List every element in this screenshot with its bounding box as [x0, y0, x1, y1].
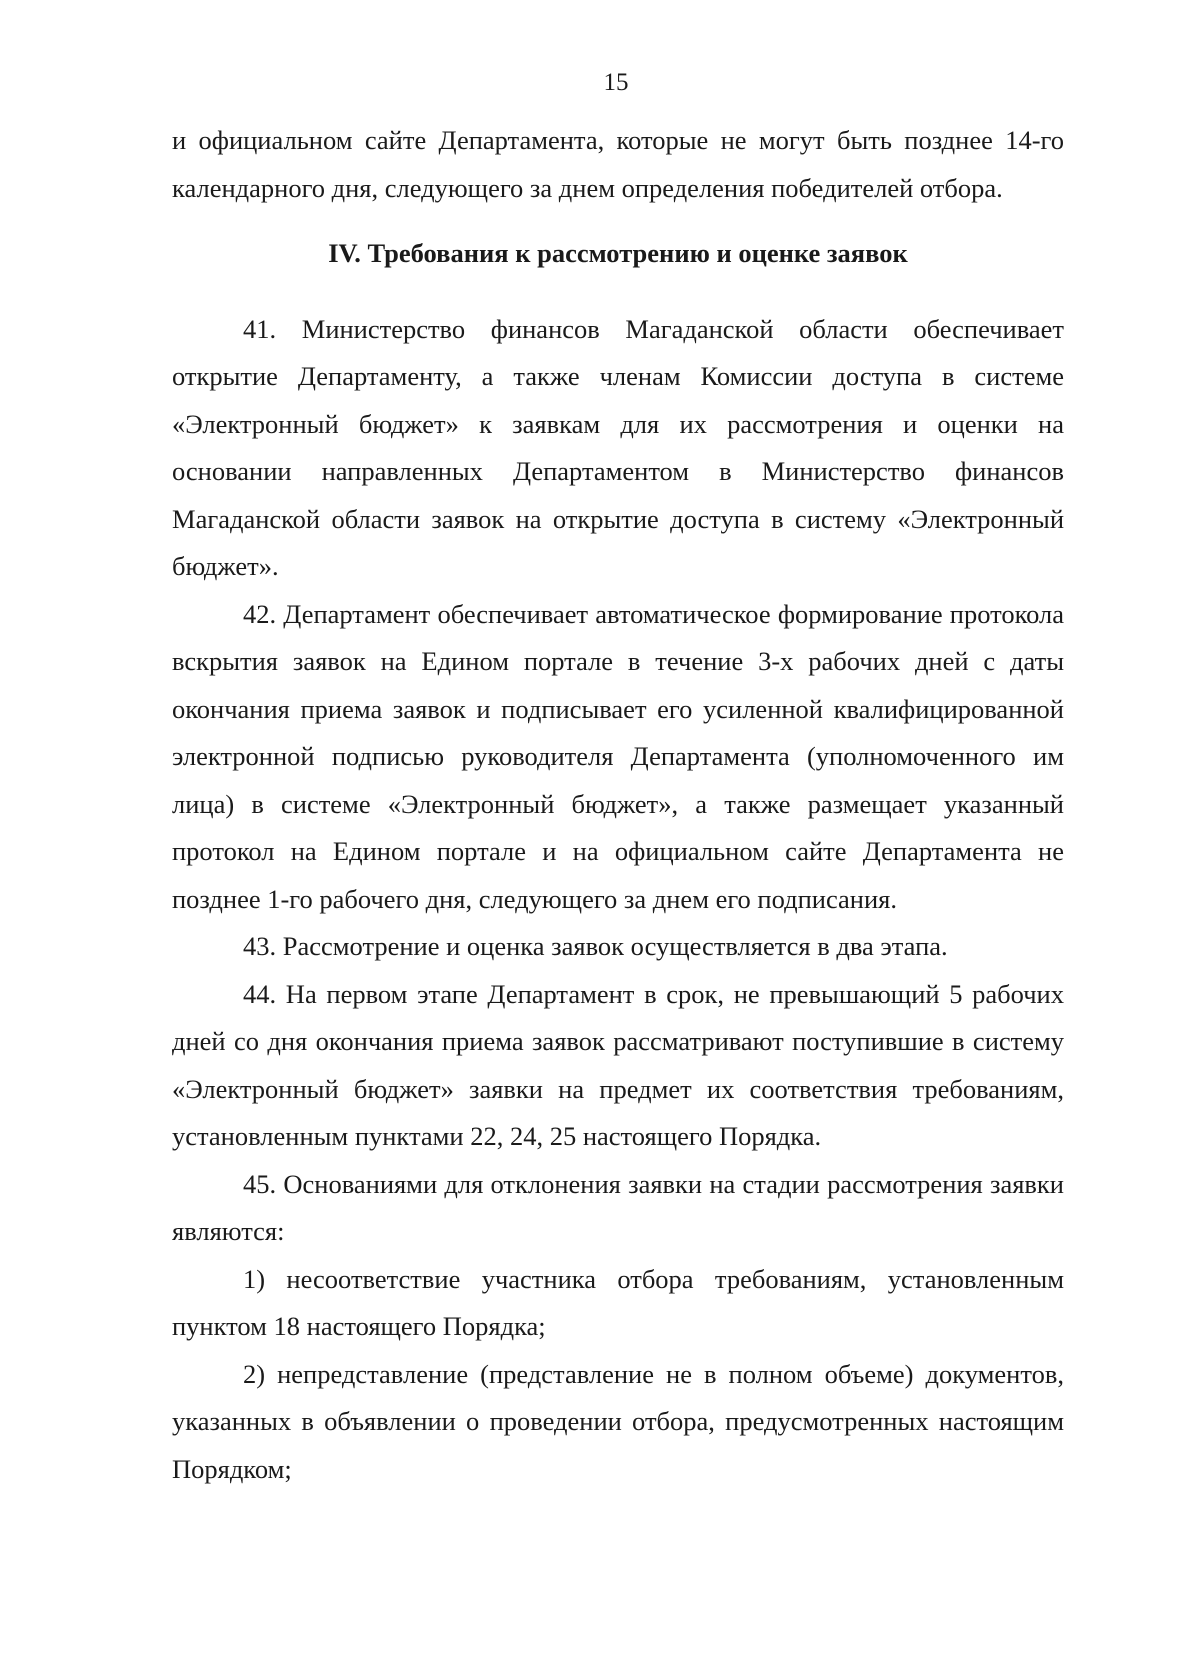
paragraph-44: 44. На первом этапе Департамент в срок, не превышающий 5 рабочих дней со дня окончания приема заявок рассматривают поступившие в систему «Электронный бюджет» заявки на предмет их соответствия требованиям, установленным пунктами 22, 24, 25 настоящего Порядка.	[172, 978, 1064, 1151]
paragraph-45: 45. Основаниями для отклонения заявки на стадии рассмотрения заявки являются:	[172, 1168, 1064, 1246]
paragraph-intro: и официальном сайте Департамента, которые не могут быть позднее 14-го календарного дня, следующего за днем определения победителей отбора.	[172, 125, 1064, 203]
page-number: 15	[603, 69, 629, 96]
section-heading: IV. Требования к рассмотрению и оценке заявок	[328, 238, 908, 268]
document-body	[172, 117, 1064, 1493]
list-item-2: 2) непредставление (представление не в полном объеме) документов, указанных в объявлении о проведении отбора, предусмотренных настоящим Порядком;	[172, 1358, 1064, 1484]
paragraph-41: 41. Министерство финансов Магаданской области обеспечивает открытие Департаменту, а также членам Комиссии доступа в системе «Электронный бюджет» к заявкам для их рассмотрения и оценки на основании направленных Департаментом в Министерство финансов Магаданской области заявок на открытие доступа в систему «Электронный бюджет».	[172, 313, 1064, 581]
paragraph-42: 42. Департамент обеспечивает автоматическое формирование протокола вскрытия заявок на Едином портале в течение 3-х рабочих дней с даты окончания приема заявок и подписывает его усиленной квалифицированной электронной подписью руководителя Департамента (уполномоченного им лица) в системе «Электронный бюджет», а также размещает указанный протокол на Едином портале и на официальном сайте Департамента не позднее 1-го рабочего дня, следующего за днем его подписания.	[172, 598, 1064, 914]
paragraph-43: 43. Рассмотрение и оценка заявок осуществляется в два этапа.	[243, 931, 948, 961]
list-item-1: 1) несоответствие участника отбора требованиям, установленным пунктом 18 настоящего Порядка;	[172, 1263, 1064, 1341]
